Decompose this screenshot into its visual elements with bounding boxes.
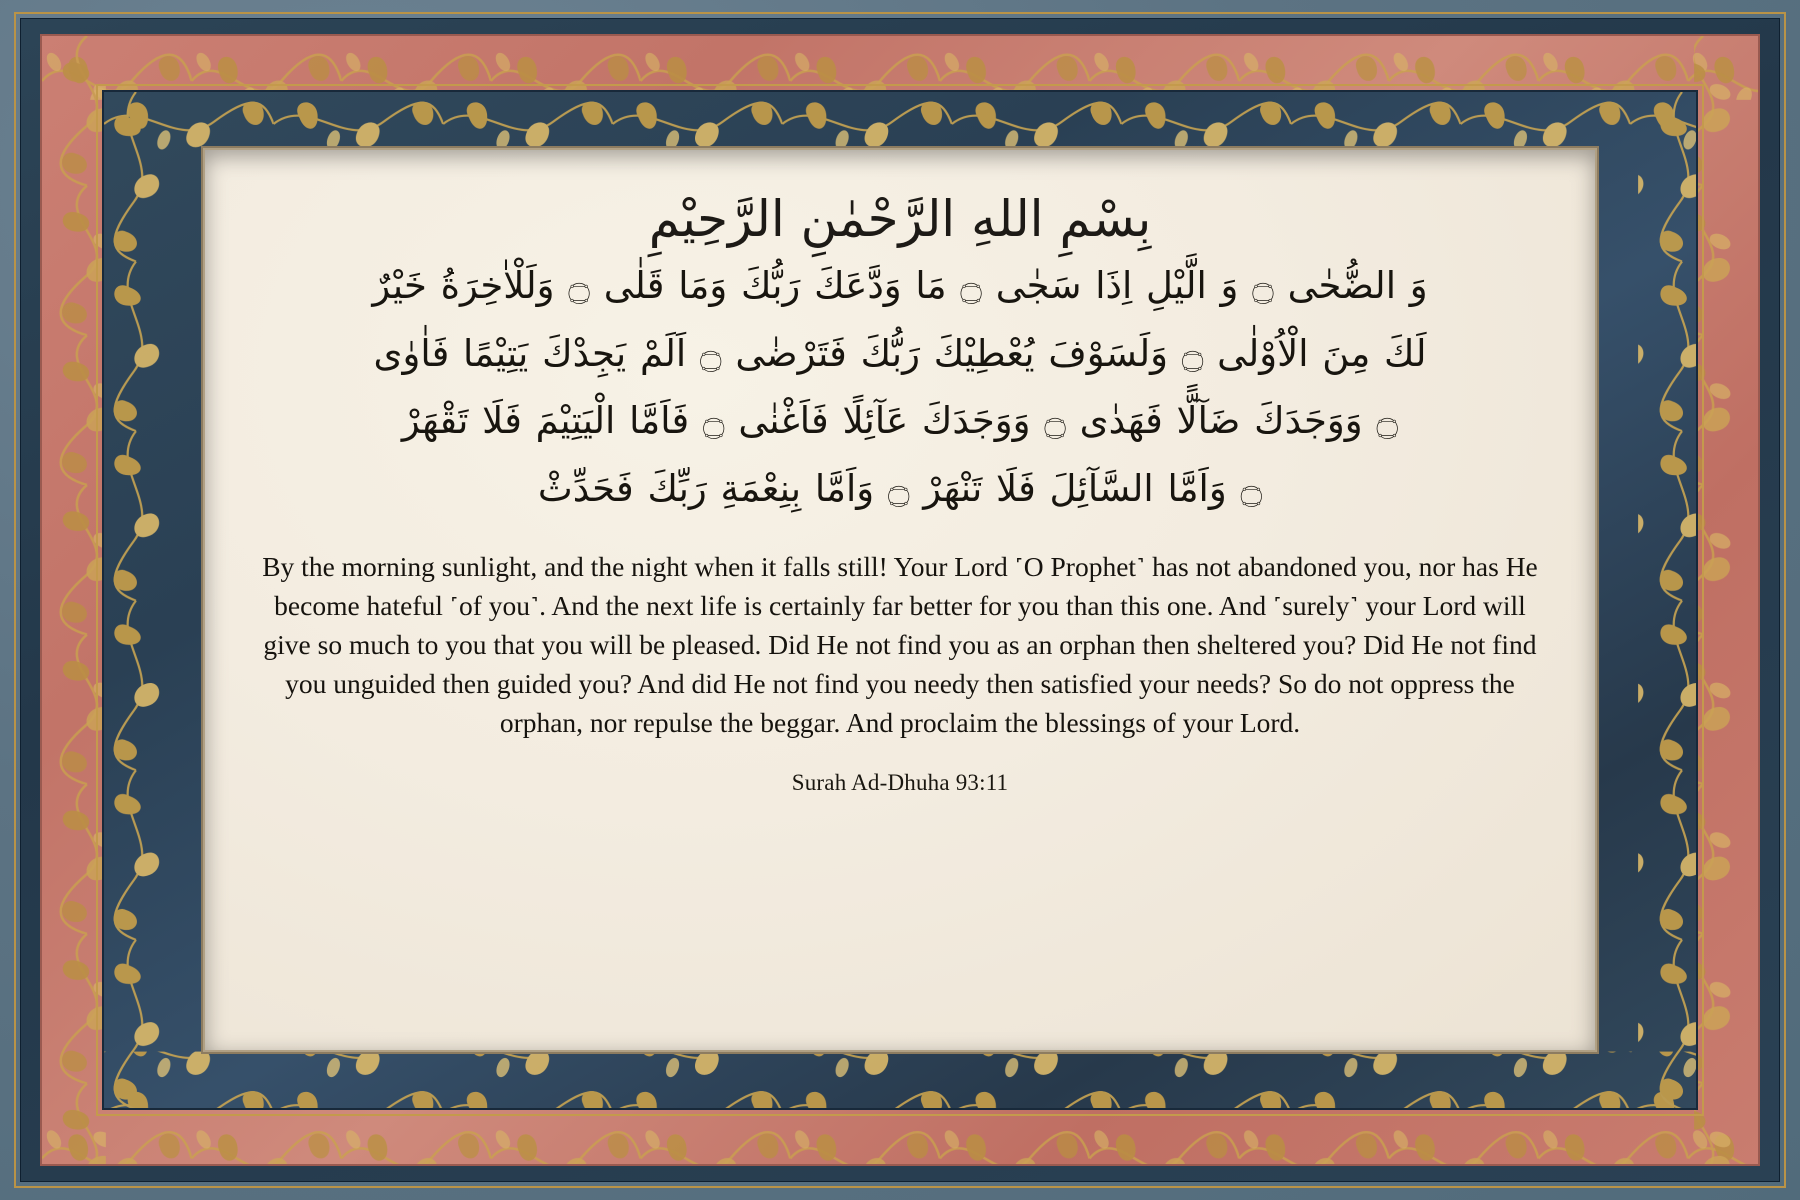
arabic-line-1: وَ الضُّحٰى ۝ وَ الَّيْلِ اِذَا سَجٰى ۝ مَا وَدَّعَكَ رَبُّكَ وَمَا قَلٰى ۝ وَلَلْاٰخِرَةُ خَيْرٌ <box>372 264 1428 307</box>
arabic-line-3: ۝ وَوَجَدَكَ ضَآلًّا فَهَدٰى ۝ وَوَجَدَكَ عَآئِلًا فَاَغْنٰى ۝ فَاَمَّا الْيَتِيْمَ فَلَا تَقْهَرْ <box>401 399 1399 443</box>
calligraphy-panel <box>205 150 1595 1050</box>
basmala-text: بِسْمِ اللهِ الرَّحْمٰنِ الرَّحِيْمِ <box>648 190 1152 248</box>
panel-spacer <box>239 796 1561 1030</box>
surah-reference: Surah Ad-Dhuha 93:11 <box>791 769 1009 795</box>
english-translation: By the morning sunlight, and the night when it falls still! Your Lord ˹O Prophet˺ has not abandoned you, nor has He become hateful ˹of you˺. And the next life is certainly far better for you than this one. And ˹surely˺ your Lord will give so much to you that you will be pleased. Did He not find you as an orphan then sheltered you? Did He not find you unguided then guided you? And did He not find you needy then satisfied your needs? So do not oppress the orphan, nor repulse the beggar. And proclaim the blessings of your Lord. <box>262 550 1538 738</box>
arabic-line-4: ۝ وَاَمَّا السَّآئِلَ فَلَا تَنْهَرْ ۝ وَاَمَّا بِنِعْمَةِ رَبِّكَ فَحَدِّثْ <box>537 466 1263 510</box>
arabic-line-2: لَكَ مِنَ الْاُوْلٰى ۝ وَلَسَوْفَ يُعْطِيْكَ رَبُّكَ فَتَرْضٰى ۝ اَلَمْ يَجِدْكَ يَتِيْمًا فَاٰوٰى <box>373 331 1427 375</box>
